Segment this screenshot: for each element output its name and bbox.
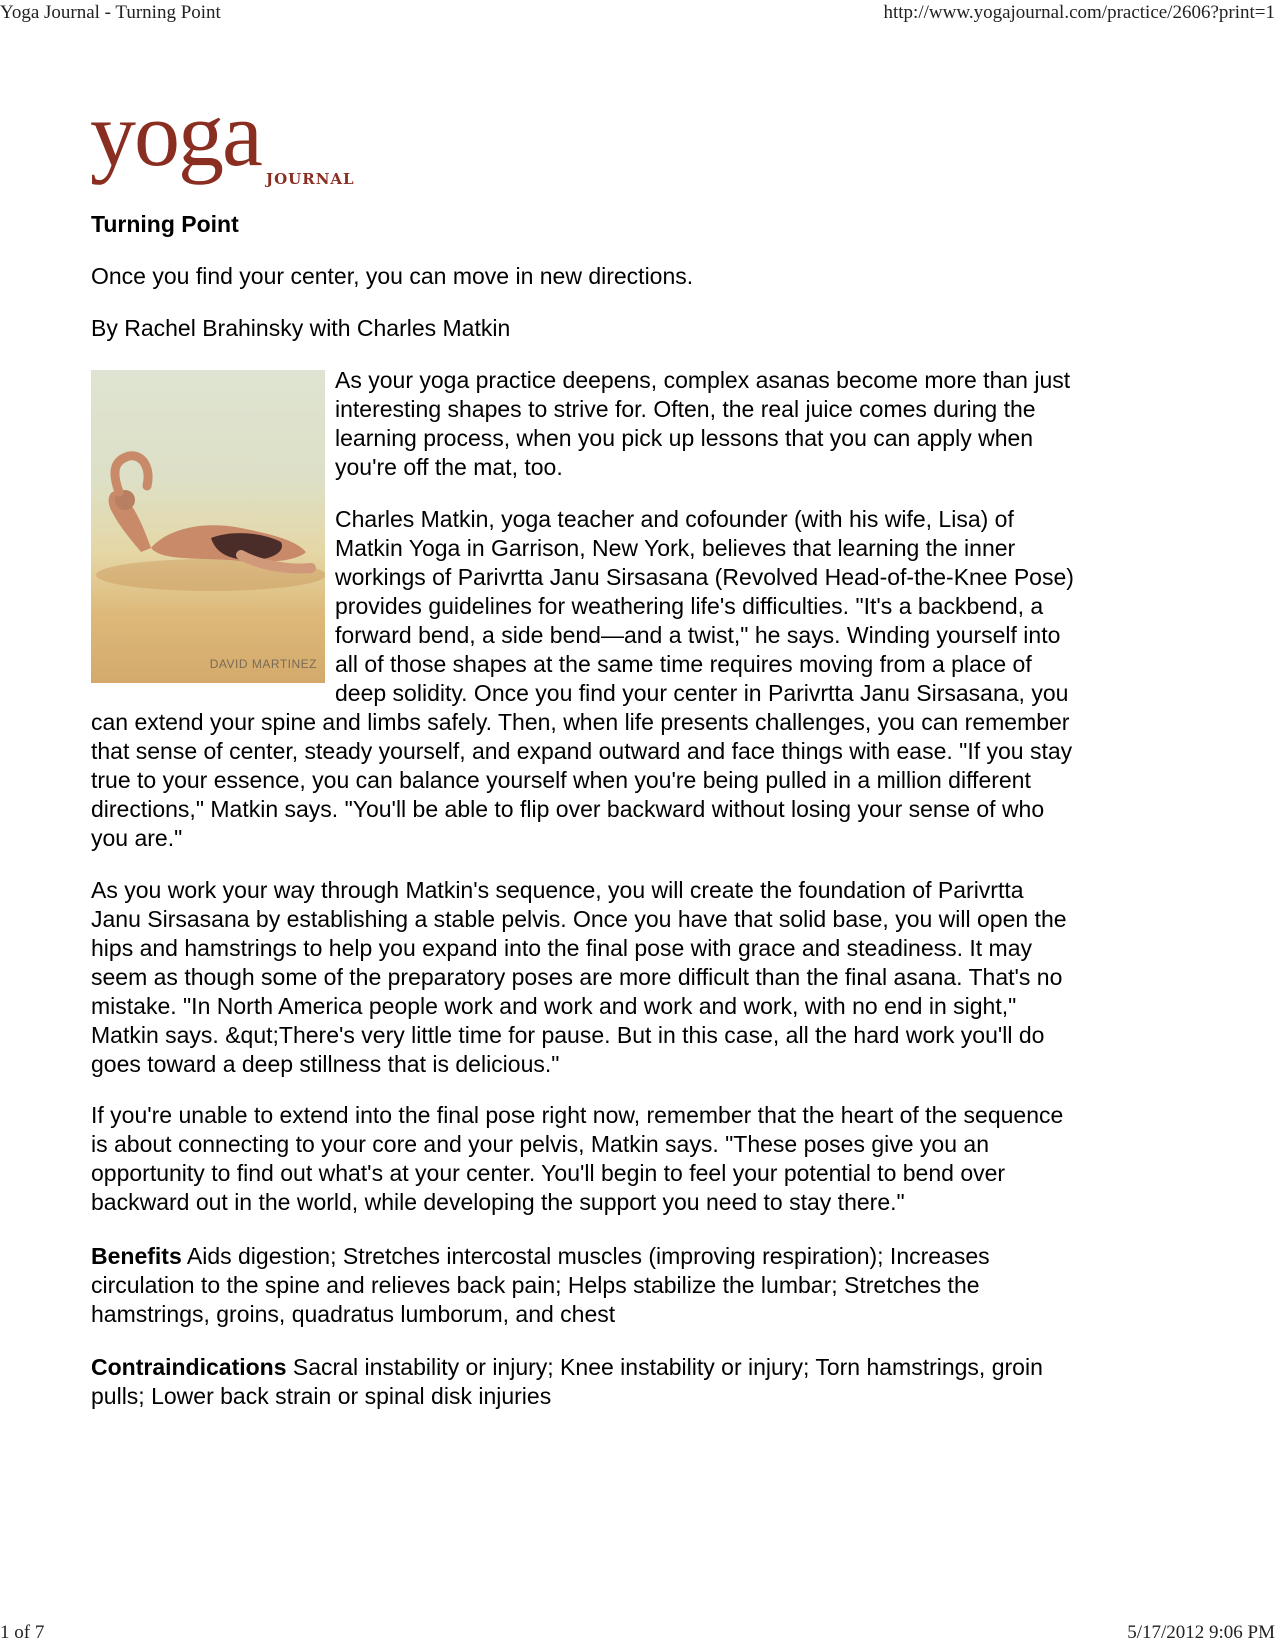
print-timestamp: 5/17/2012 9:06 PM	[1127, 1622, 1275, 1643]
paragraph-2: Charles Matkin, yoga teacher and cofounder (with his wife, Lisa) of Matkin Yoga in Garrison, New York, believes that learning the inner workings of Parivrtta Janu Sirsasana (Revolved Head-of-the-Knee Pose) provides guidelines for weathering life's difficulties. "It's a backbend, a forward bend, a side bend—and a twist," he says. Winding yourself into all of those shapes at the same time requires moving from a place of deep solidity. Once you find your center in Parivrtta Janu Sirsasana, you can extend your spine and limbs safely. Then, when life presents challenges, you can remember that sense of center, steady yourself, and expand outward and face things with ease. "If you stay true to your essence, you can balance yourself when you're being pulled in a million different directions," Matkin says. "You'll be able to flip over backward without losing your sense of who you are."	[91, 506, 1074, 851]
benefits	[91, 1242, 1076, 1329]
benefits-label: Benefits	[91, 1243, 182, 1269]
print-page-title: Yoga Journal - Turning Point	[0, 2, 221, 23]
page-count: 1 of 7	[0, 1622, 45, 1643]
logo-sub: JOURNAL	[266, 170, 355, 188]
pose-photo	[91, 370, 325, 683]
contraindications-text: Sacral instability or injury; Knee instability or injury; Torn hamstrings, groin pulls; Lower back strain or spinal disk injuries	[91, 1354, 1043, 1409]
logo-wordmark: yoga	[90, 83, 261, 185]
print-url: http://www.yogajournal.com/practice/2606?print=1	[883, 2, 1275, 23]
paragraph-1: As your yoga practice deepens, complex asanas become more than just interesting shapes to strive for. Often, the real juice comes during the learning process, when you pick up lessons that you can apply when you're off the mat, too.	[335, 367, 1071, 480]
article	[91, 210, 1076, 1434]
yoga-pose-illustration	[91, 370, 325, 683]
article-title: Turning Point	[91, 211, 239, 237]
benefits-text: Aids digestion; Stretches intercostal muscles (improving respiration); Increases circulation to the spine and relieves back pain; Helps stabilize the lumbar; Stretches the hamstrings, groins, quadratus lumborum, and chest	[91, 1243, 990, 1327]
paragraph-4: If you're unable to extend into the final pose right now, remember that the heart of the sequence is about connecting to your core and your pelvis, Matkin says. "These poses give you an opportunity to find out what's at your center. You'll begin to feel your potential to bend over backward out in the world, while developing the support you need to stay there."	[91, 1102, 1064, 1215]
yoga-journal-logo	[90, 83, 380, 200]
photo-credit: DAVID MARTINEZ	[209, 657, 317, 671]
contraindications-label: Contraindications	[91, 1354, 287, 1380]
article-byline: By Rachel Brahinsky with Charles Matkin	[91, 315, 511, 341]
contraindications	[91, 1353, 1076, 1411]
paragraph-3: As you work your way through Matkin's sequence, you will create the foundation of Parivrtta Janu Sirsasana by establishing a stable pelvis. Once you have that solid base, you will open the hips and hamstrings to help you expand into the final pose with grace and steadiness. It may seem as though some of the preparatory poses are more difficult than the final asana. That's no mistake. "In North America people work and work and work and work, with no end in sight," Matkin says. &qut;There's very little time for pause. But in this case, all the hard work you'll do goes toward a deep stillness that is delicious."	[91, 877, 1067, 1077]
article-subtitle: Once you find your center, you can move in new directions.	[91, 263, 694, 289]
